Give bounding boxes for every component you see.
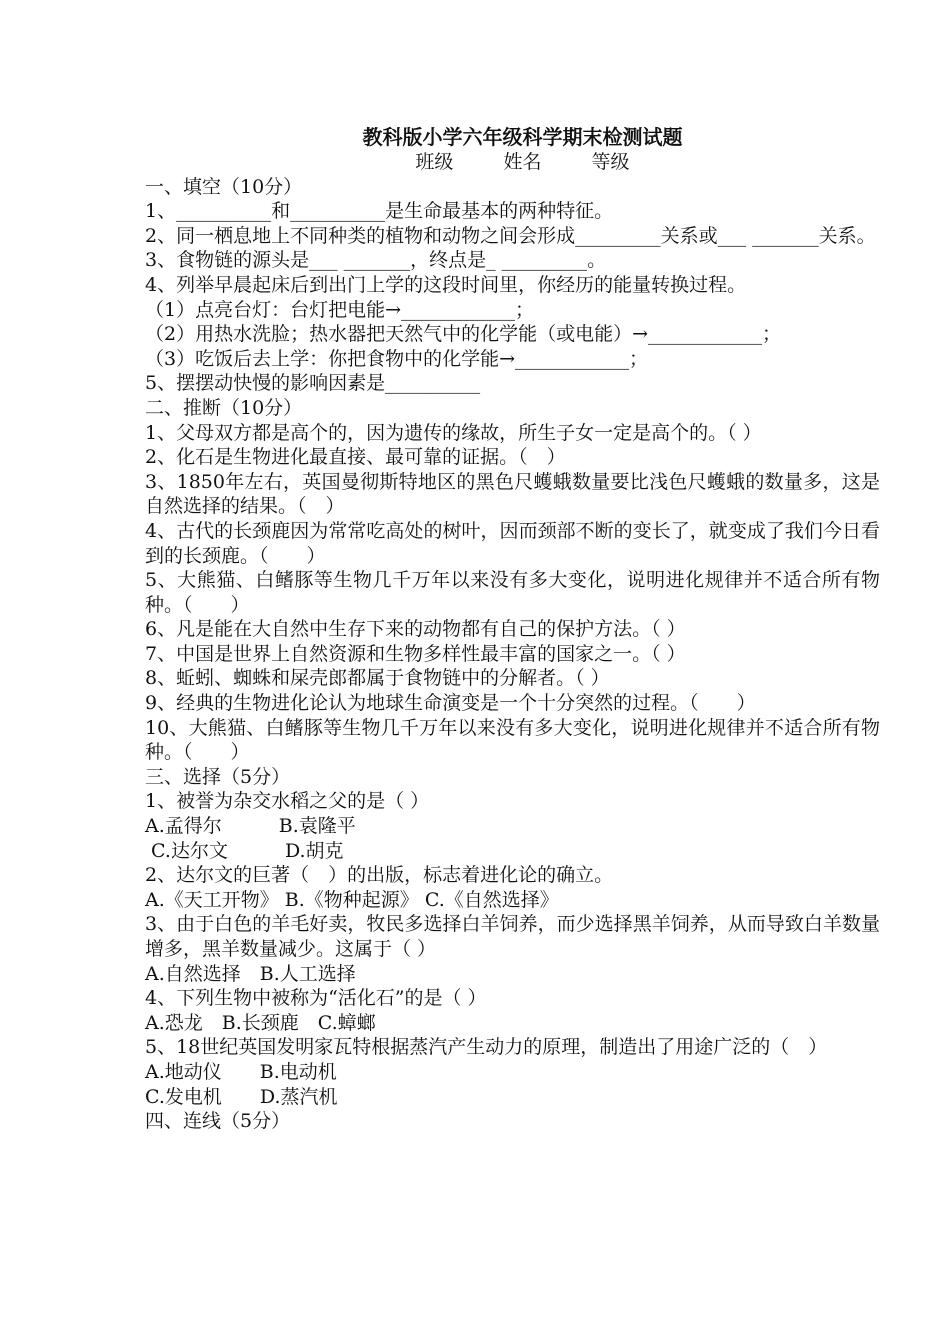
text-line: 5、摆摆动快慢的影响因素是__________ [145, 372, 481, 395]
page-title: 教科版小学六年级科学期末检测试题 [362, 125, 683, 149]
text-line: 1、__________和__________是生命最基本的两种特征。 [145, 200, 614, 223]
grade-field-label: 等级 [591, 151, 630, 173]
class-field-label: 班级 [415, 151, 454, 173]
text-line: 4、列举早晨起床后到出门上学的这段时间里，你经历的能量转换过程。 [145, 273, 747, 296]
text-line: 6、凡是能在大自然中生存下来的动物都有自己的保护方法。（ ） [145, 618, 686, 641]
text-line: 4、古代的长颈鹿因为常常吃高处的树叶，因而颈部不断的变长了，就变成了我们今日看到的长颈鹿。（ ） [145, 519, 880, 567]
text-line: A.恐龙 B.长颈鹿 C.蟑螂 [145, 1011, 376, 1034]
text-line: 5、18世纪英国发明家瓦特根据蒸汽产生动力的原理，制造出了用途广泛的（ ） [145, 1036, 828, 1059]
text-line: A.孟得尔 B.袁隆平 [145, 815, 356, 838]
header-fields [145, 150, 880, 175]
text-line: 2、达尔文的巨著（ ）的出版，标志着进化论的确立。 [145, 864, 614, 887]
text-line: C.达尔文 D.胡克 [145, 839, 344, 862]
text-line: 10、大熊猫、白鳍豚等生物几千万年以来没有多大变化，说明进化规律并不适合所有物种。（ ） [145, 716, 880, 764]
text-line: 一、填空（10分） [145, 175, 303, 198]
text-line: C.发电机 D.蒸汽机 [145, 1085, 338, 1108]
text-line: 3、1850年左右，英国曼彻斯特地区的黑色尺蠖蛾数量要比浅色尺蠖蛾的数量多，这是自然选择的结果。（ ） [145, 470, 880, 518]
name-field-label: 姓名 [503, 151, 542, 173]
exam-page [145, 124, 880, 1134]
text-line: 2、化石是生物进化最直接、最可靠的证据。（ ） [145, 446, 566, 469]
exam-body [145, 175, 880, 1134]
text-line: A.自然选择 B.人工选择 [145, 962, 356, 985]
text-line: A.地动仪 B.电动机 [145, 1060, 337, 1083]
text-line: 1、被誉为杂交水稻之父的是（ ） [145, 790, 430, 813]
text-line: （3）吃饭后去上学：你把食物中的化学能→____________； [145, 347, 649, 370]
text-line: 9、经典的生物进化论认为地球生命演变是一个十分突然的过程。（ ） [145, 692, 756, 715]
text-line: 5、大熊猫、白鳍豚等生物几千万年以来没有多大变化，说明进化规律并不适合所有物种。（ ） [145, 569, 880, 616]
text-line: 3、由于白色的羊毛好卖，牧民多选择白羊饲养，而少选择黑羊饲养，从而导致白羊数量增多，黑羊数量减少。这属于（ ） [145, 913, 880, 960]
text-line: （2）用热水洗脸；热水器把天然气中的化学能（或电能）→____________； [145, 323, 782, 346]
text-line: 三、选择（5分） [145, 765, 291, 788]
text-line: 4、下列生物中被称为“活化石”的是（ ） [145, 987, 487, 1010]
text-line: A.《天工开物》 B.《物种起源》 C.《自然选择》 [145, 888, 559, 911]
text-line: 3、食物链的源头是___ _______，终点是_ _________。 [145, 249, 607, 272]
text-line: （1）点亮台灯：台灯把电能→____________； [145, 298, 535, 321]
text-line: 二、推断（10分） [145, 396, 303, 419]
text-line: 2、同一栖息地上不同种类的植物和动物之间会形成_________关系或___ _______关系。 [145, 224, 876, 247]
text-line: 1、父母双方都是高个的，因为遗传的缘故，所生子女一定是高个的。（ ） [145, 421, 762, 444]
text-line: 8、蚯蚓、蜘蛛和屎壳郎都属于食物链中的分解者。（ ） [145, 667, 610, 690]
text-line: 四、连线（5分） [145, 1110, 291, 1133]
text-line: 7、中国是世界上自然资源和生物多样性最丰富的国家之一。（ ） [145, 642, 686, 665]
